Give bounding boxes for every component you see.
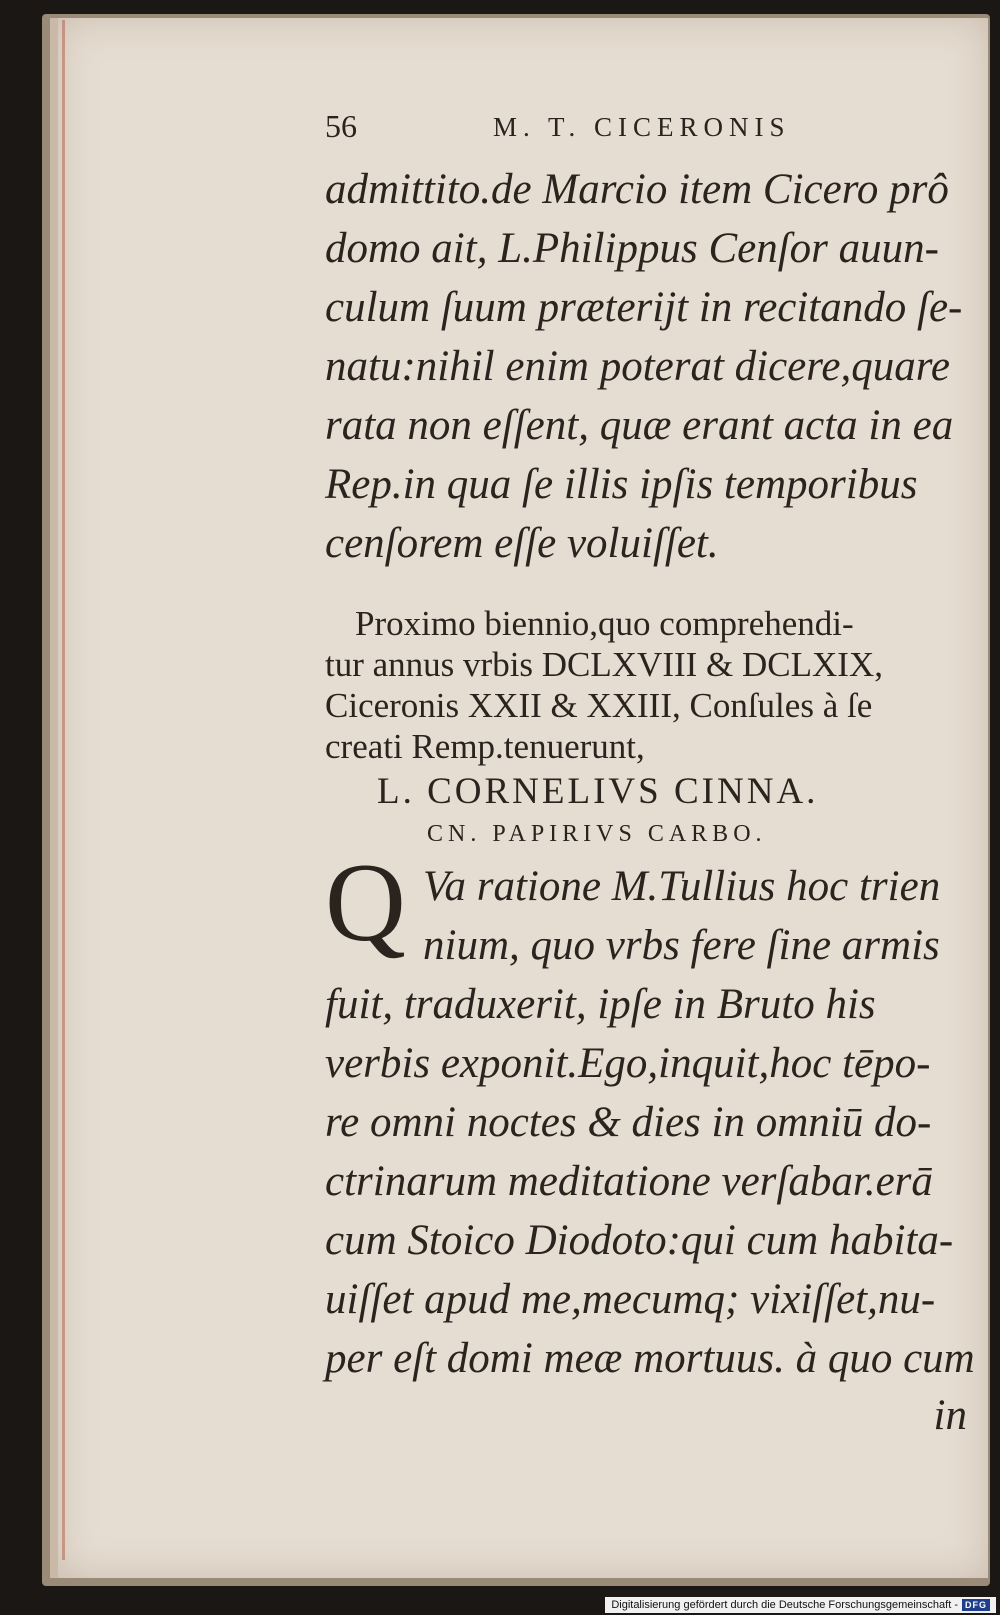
page-red-edge <box>62 20 65 1560</box>
digitization-credit <box>605 1597 996 1613</box>
dfg-logo-icon: DFG <box>962 1599 990 1611</box>
text-line: nium, quo vrbs fere ſine armis <box>423 922 940 969</box>
text-line: verbis exponit.Ego,inquit,hoc tēpo- <box>325 1040 931 1087</box>
text-line: Ciceronis XXII & XXIII, Conſules à ſe <box>325 686 873 725</box>
text-line: fuit, traduxerit, ipſe in Bruto his <box>325 981 876 1028</box>
text-line: ctrinarum meditatione verſabar.erā <box>325 1158 933 1205</box>
text-line: per eſt domi meæ mortuus. à quo cum <box>325 1335 975 1382</box>
text-line: rata non eſſent, quæ erant acta in ea <box>325 402 954 449</box>
drop-cap-initial: Q <box>325 841 406 965</box>
text-line: Proximo biennio,quo comprehendi- <box>355 604 854 643</box>
text-line: domo ait, L.Philippus Cenſor auun- <box>325 225 939 272</box>
catchword: in <box>933 1392 967 1439</box>
text-line: culum ſuum præterijt in recitando ſe- <box>325 284 963 331</box>
running-head <box>325 100 975 160</box>
credit-text: Digitalisierung gefördert durch die Deutsche Forschungsgemeinschaft - <box>611 1599 958 1611</box>
text-line: cum Stoico Diodoto:qui cum habita- <box>325 1217 954 1264</box>
page-number: 56 <box>325 108 357 144</box>
text-line: tur annus vrbis DCLXVIII & DCLXIX, <box>325 645 883 684</box>
page-text-block <box>325 100 975 1444</box>
text-line: Va ratione M.Tullius hoc trien <box>423 863 941 910</box>
text-line: Rep.in qua ſe illis ipſis temporibus <box>325 461 918 508</box>
paragraph-1 <box>325 160 975 573</box>
running-head-title: M. T. CICERONIS <box>493 112 791 142</box>
text-line: natu:nihil enim poterat dicere,quare <box>325 343 950 390</box>
paragraph-2 <box>325 841 975 1388</box>
consul-name-1: L. CORNELIVS CINNA. <box>377 771 819 812</box>
text-line: creati Remp.tenuerunt, <box>325 727 645 766</box>
paragraph-roman <box>325 603 975 767</box>
text-line: re omni noctes & dies in omniū do- <box>325 1099 932 1146</box>
text-line: admittito.de Marcio item Cicero prô <box>325 166 949 213</box>
consul-name-2: CN. PAPIRIVS CARBO. <box>427 821 767 847</box>
text-line: cenſorem eſſe voluiſſet. <box>325 520 719 567</box>
text-line: uiſſet apud me,mecumq; vixiſſet,nu- <box>325 1276 936 1323</box>
